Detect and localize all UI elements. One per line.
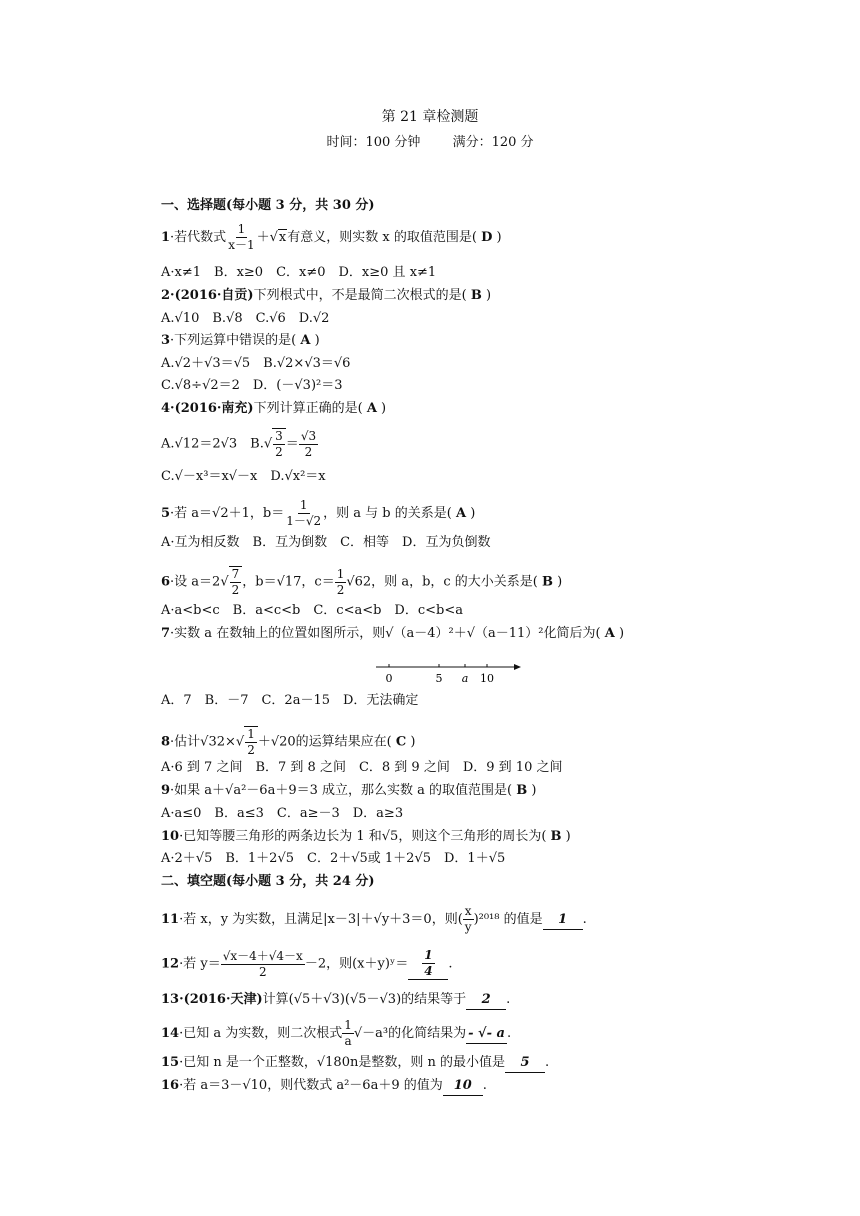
question-1-options: A·x≠1 B．x≥0 C．x≠0 D．x≥0 且 x≠1 (161, 265, 437, 280)
fraction (342, 1018, 354, 1049)
question-text: . (482, 1078, 487, 1093)
denominator: 1－√2 (286, 514, 322, 528)
question-4 (161, 400, 386, 418)
fraction (229, 566, 243, 598)
question-number: 9 (161, 783, 171, 798)
question-number: 15 (161, 1055, 180, 1070)
denominator: 2 (247, 743, 255, 757)
question-text: ·已知等腰三角形的两条边长为 1 和√5，则这个三角形的周长为( (179, 829, 547, 844)
question-number: 8 (161, 734, 171, 750)
time-limit: 时间：100 分钟 (326, 135, 421, 150)
question-4-options-row1: A.√12＝2√3 B.√ $\frac{3}{2}$ ＝ $\frac{√3}{2}$ (161, 428, 317, 459)
question-9 (161, 782, 536, 800)
question-3 (161, 332, 320, 350)
question-text: 有意义，则实数 x 的取值范围是( (287, 230, 477, 245)
answer-choice: B (516, 783, 528, 798)
question-13 (161, 991, 510, 1010)
axis-label: 5 (435, 672, 443, 685)
question-text: . (506, 1026, 512, 1041)
question-text: ) (496, 230, 502, 245)
answer-choice: C (395, 734, 407, 750)
question-text: ·已知 n 是一个正整数，√180n是整数，则 n 的最小值是 (179, 1055, 505, 1070)
question-text: 下列计算正确的是( (253, 401, 363, 416)
number-line-figure (374, 660, 524, 686)
numerator: 1 (344, 1018, 352, 1032)
answer-blank: - √- a (466, 1025, 507, 1044)
question-3-options-row1: A.√2＋√3＝√5 B.√2×√3＝√6 (161, 356, 351, 371)
fraction (226, 222, 256, 253)
question-number: 7 (161, 626, 171, 641)
question-text: ·估计√32× (170, 734, 236, 750)
numerator: √3 (300, 428, 317, 443)
axis-label: 10 (480, 672, 494, 685)
question-text: ·若代数式 (170, 230, 227, 245)
question-1: 1·若代数式 $\frac{1}{x-1}$ ＋√x有意义，则实数 x 的取值范围是( D ) (161, 222, 502, 252)
question-10-options: A·2＋√5 B．1＋2√5 C．2＋√5或 1＋2√5 D．1＋√5 (161, 851, 506, 866)
question-text: ·设 a＝2 (170, 574, 221, 590)
answer-choice: A (455, 506, 467, 521)
section-heading-choice: 一、选择题(每小题 3 分，共 30 分) (161, 198, 375, 213)
question-12 (161, 948, 453, 980)
question-11 (161, 904, 587, 935)
question-5-options: A·互为相反数 B．互为倒数 C．相等 D．互为负倒数 (161, 535, 491, 550)
question-9-options: A·a≤0 B．a≤3 C．a≥－3 D．a≥3 (161, 806, 404, 821)
question-text: . (506, 992, 511, 1007)
denominator: 2 (275, 445, 283, 459)
denominator: y (464, 920, 472, 934)
numerator: 1 (336, 566, 345, 581)
page-title: 第 21 章检测题 (381, 109, 479, 125)
numerator: √x－4＋√4－x (222, 948, 303, 963)
question-text: ＋√20的运算结果应在( (257, 734, 392, 750)
question-source: ·(2016·南充) (170, 401, 254, 416)
numerator: 7 (231, 567, 240, 581)
question-number: 1 (161, 230, 171, 245)
answer-choice: D (481, 230, 493, 245)
numerator: 1 (247, 727, 255, 741)
question-text: ·如果 a＋√a²－6a＋9＝3 成立，那么实数 a 的取值范围是( (170, 783, 513, 798)
question-text: ·若 y＝ (179, 956, 221, 972)
question-2 (161, 287, 491, 305)
question-15 (161, 1054, 549, 1073)
arrow-icon (514, 664, 521, 670)
fraction (272, 428, 286, 460)
question-number: 10 (161, 829, 180, 844)
question-6: 6·设 a＝2√ $\frac{7}{2}$ ，b＝√17，c＝ $\frac{1}{2}$ √62，则 a，b，c 的大小关系是( B ) (161, 566, 563, 597)
denominator: a (344, 1034, 352, 1048)
fraction (299, 429, 318, 460)
question-number: 13 (161, 992, 180, 1007)
question-text: ) (381, 401, 387, 416)
answer-blank: 5 (505, 1054, 545, 1073)
numerator: x (464, 904, 472, 918)
question-10 (161, 828, 571, 846)
answer-blank: 1 (543, 911, 583, 930)
question-text: ·若 a＝√2＋1，b＝ (170, 506, 285, 521)
question-text: √－a³的化简结果为 (353, 1026, 467, 1041)
question-text: 下列根式中，不是最简二次根式的是( (253, 288, 467, 303)
answer-choice: B (470, 288, 482, 303)
question-number: 6 (161, 574, 171, 590)
question-14 (161, 1018, 511, 1049)
answer-choice: A (366, 401, 377, 416)
question-text: )²⁰¹⁸ 的值是 (473, 912, 543, 927)
axis-label: a (461, 672, 469, 685)
question-text: ＋ (256, 230, 270, 245)
question-number: 5 (161, 506, 171, 521)
numerator: 3 (275, 429, 283, 443)
option-text: A.√12＝2√3 B. (161, 436, 264, 452)
question-text: ) (410, 734, 416, 750)
question-number: 12 (161, 956, 180, 972)
question-number: 14 (161, 1026, 180, 1041)
question-text: ) (470, 506, 476, 521)
section-heading-fill: 二、填空题(每小题 3 分，共 24 分) (161, 874, 375, 889)
question-text: ·若 x，y 为实数，且满足|x－3|＋√y＋3＝0，则( (179, 912, 463, 927)
answer-blank (408, 948, 448, 980)
denominator: 2 (304, 444, 313, 459)
answer-choice: B (550, 829, 562, 844)
fraction (221, 949, 305, 980)
question-text: ·下列运算中错误的是( (170, 333, 297, 348)
question-text: . (448, 956, 453, 972)
full-score: 满分：120 分 (452, 135, 534, 150)
question-text: . (582, 912, 587, 927)
exam-info (0, 131, 860, 150)
question-text: ) (531, 783, 537, 798)
question-text: ·若 a＝3－√10，则代数式 a²－6a＋9 的值为 (179, 1078, 443, 1093)
question-8-options: A·6 到 7 之间 B．7 到 8 之间 C．8 到 9 之间 D．9 到 10 之间 (161, 760, 563, 775)
question-source: ·(2016·天津) (179, 992, 263, 1007)
question-text: ·已知 a 为实数，则二次根式 (179, 1026, 343, 1041)
question-text: ，b＝√17，c＝ (242, 574, 335, 590)
fraction (284, 498, 323, 529)
fraction (335, 567, 347, 598)
question-text: ) (485, 288, 492, 303)
answer-choice: A (604, 626, 615, 641)
question-4-options-row2: C.√－x³＝x√－x D.√x²＝x (161, 469, 326, 484)
numerator: 1 (424, 948, 433, 962)
numerator: 1 (237, 222, 246, 236)
answer-blank: 10 (443, 1077, 483, 1096)
question-7-options: A．7 B．－7 C．2a－15 D．无法确定 (161, 693, 419, 708)
denominator: x－1 (228, 238, 255, 252)
question-text: √62，则 a，b，c 的大小关系是( (346, 574, 538, 590)
answer-choice: A (300, 333, 311, 348)
question-3-options-row2: C.√8÷√2＝2 D．(－√3)²＝3 (161, 378, 343, 393)
question-number: 3 (161, 333, 171, 348)
question-8: 8·估计√32×√ $\frac{1}{2}$ ＋√20的运算结果应在( C ) (161, 727, 416, 757)
question-16 (161, 1077, 487, 1096)
question-text: ·实数 a 在数轴上的位置如图所示，则√（a－4）²＋√（a－11）²化简后为( (170, 626, 601, 641)
question-text: 计算(√5＋√3)(√5－√3)的结果等于 (262, 992, 467, 1007)
question-text: －2，则(x＋y)ʸ＝ (304, 956, 409, 972)
question-number: 11 (161, 912, 180, 927)
question-number: 2 (161, 288, 171, 303)
question-text: ) (565, 829, 571, 844)
option-text: ＝ (285, 436, 299, 452)
answer-blank: 2 (466, 991, 506, 1010)
question-source: ·(2016·自贡) (170, 288, 254, 303)
question-number: 4 (161, 401, 171, 416)
fraction (463, 904, 474, 935)
answer-choice: B (542, 574, 554, 590)
question-text: ，则 a 与 b 的关系是( (323, 506, 452, 521)
question-2-options: A.√10 B.√8 C.√6 D.√2 (161, 311, 330, 326)
question-text: ) (314, 333, 320, 348)
denominator: 2 (258, 964, 267, 979)
question-7 (161, 625, 624, 643)
question-5 (161, 498, 475, 529)
question-number: 16 (161, 1078, 180, 1093)
radicand: x (278, 230, 287, 245)
question-text: . (544, 1055, 550, 1070)
denominator: 2 (231, 583, 240, 597)
denominator: 4 (424, 964, 433, 978)
question-text: ) (557, 574, 563, 590)
axis-label: 0 (385, 672, 393, 685)
question-6-options: A·a<b<c B．a<c<b C．c<a<b D．c<b<a (161, 603, 463, 618)
denominator: 2 (336, 582, 345, 597)
numerator: 1 (299, 498, 308, 512)
fraction (244, 726, 258, 758)
question-text: ) (618, 626, 625, 641)
